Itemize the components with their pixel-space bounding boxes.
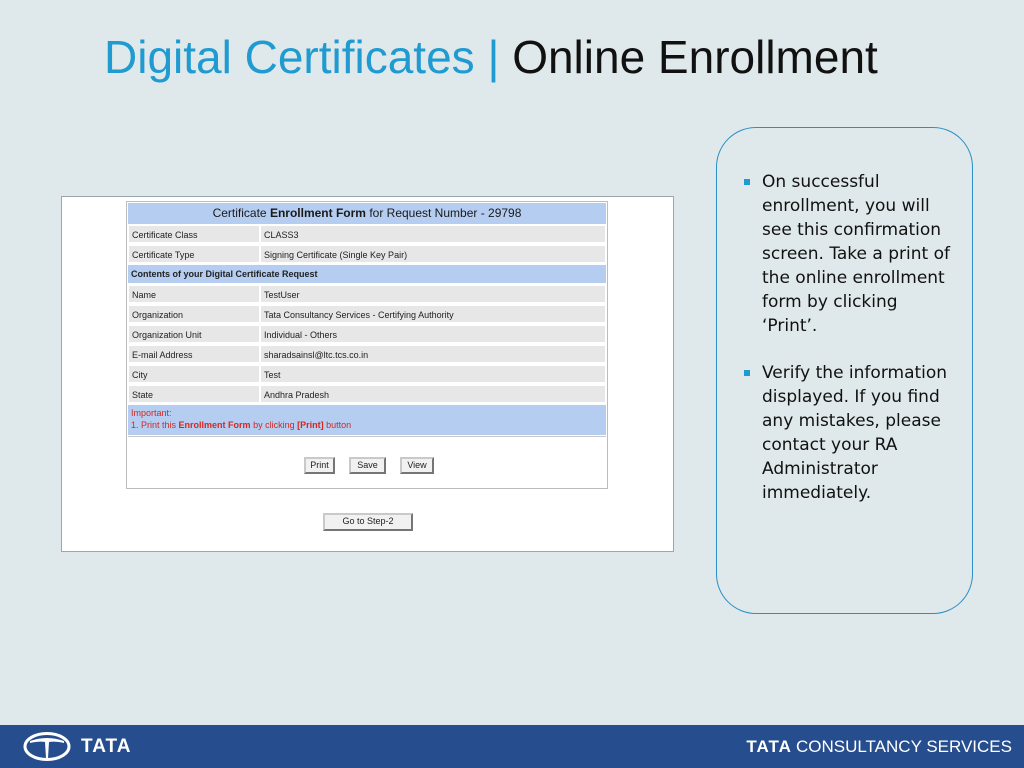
tata-logo-icon <box>22 731 72 762</box>
go-to-step-2-button[interactable]: Go to Step-2 <box>323 513 413 531</box>
row-value: sharadsainsl@ltc.tcs.co.in <box>260 345 606 363</box>
tcs-brand-rest: CONSULTANCY SERVICES <box>795 737 1012 756</box>
row-label: Name <box>128 285 260 303</box>
form-heading-prefix: Certificate <box>212 206 267 220</box>
list-item <box>743 361 958 505</box>
row-city <box>128 365 606 383</box>
save-button[interactable]: Save <box>349 457 386 474</box>
row-label: Certificate Class <box>128 225 260 243</box>
print-button[interactable]: Print <box>304 457 335 474</box>
footer-bar <box>0 725 1024 768</box>
slide-title <box>104 28 878 86</box>
instruction-print-keyword: [Print] <box>297 420 324 430</box>
row-value: Individual - Others <box>260 325 606 343</box>
row-organization-unit <box>128 325 606 343</box>
instruction-text: button <box>326 420 352 430</box>
tcs-brand-tata: TATA <box>746 737 792 756</box>
instruction-list <box>743 170 958 528</box>
important-notice <box>128 405 606 435</box>
row-label: Organization Unit <box>128 325 260 343</box>
instruction-text: 1. Print this <box>131 420 177 430</box>
title-part-online-enrollment: Online Enrollment <box>512 31 878 83</box>
section-request-contents: Contents of your Digital Certificate Request <box>128 265 606 283</box>
form-heading-request-number: for Request Number - 29798 <box>369 206 522 220</box>
certificate-enrollment-form <box>126 201 608 489</box>
tcs-brand <box>746 736 1012 757</box>
row-value: TestUser <box>260 285 606 303</box>
row-name <box>128 285 606 303</box>
important-instruction <box>131 419 603 431</box>
tata-brand-text: TATA <box>81 736 132 757</box>
row-value: Test <box>260 365 606 383</box>
form-heading-bold: Enrollment Form <box>269 206 366 220</box>
bullet-text: Verify the information displayed. If you find any mistakes, please contact your RA Administrator immediately. <box>762 363 948 503</box>
bullet-text: On successful enrollment, you will see this confirmation screen. Take a print of the online enrollment form by clicking ‘Print’. <box>762 172 950 336</box>
row-label: E-mail Address <box>128 345 260 363</box>
square-bullet-icon <box>744 179 750 185</box>
row-label: City <box>128 365 260 383</box>
view-button[interactable]: View <box>400 457 434 474</box>
row-label: Organization <box>128 305 260 323</box>
row-certificate-type <box>128 245 606 263</box>
row-email-address <box>128 345 606 363</box>
important-label: Important: <box>131 408 172 418</box>
list-item <box>743 170 958 338</box>
row-value: CLASS3 <box>260 225 606 243</box>
row-label: State <box>128 385 260 403</box>
instruction-text: by clicking <box>253 420 295 430</box>
form-heading <box>128 203 606 224</box>
instruction-form-name: Enrollment Form <box>178 420 251 430</box>
form-button-row <box>128 436 606 488</box>
row-organization <box>128 305 606 323</box>
instructions-callout <box>716 127 973 614</box>
row-state <box>128 385 606 403</box>
row-certificate-class <box>128 225 606 243</box>
enrollment-confirmation-screenshot <box>61 196 674 552</box>
square-bullet-icon <box>744 370 750 376</box>
row-value: Tata Consultancy Services - Certifying Authority <box>260 305 606 323</box>
row-label: Certificate Type <box>128 245 260 263</box>
title-part-digital-certificates: Digital Certificates | <box>104 31 500 83</box>
row-value: Andhra Pradesh <box>260 385 606 403</box>
row-value: Signing Certificate (Single Key Pair) <box>260 245 606 263</box>
